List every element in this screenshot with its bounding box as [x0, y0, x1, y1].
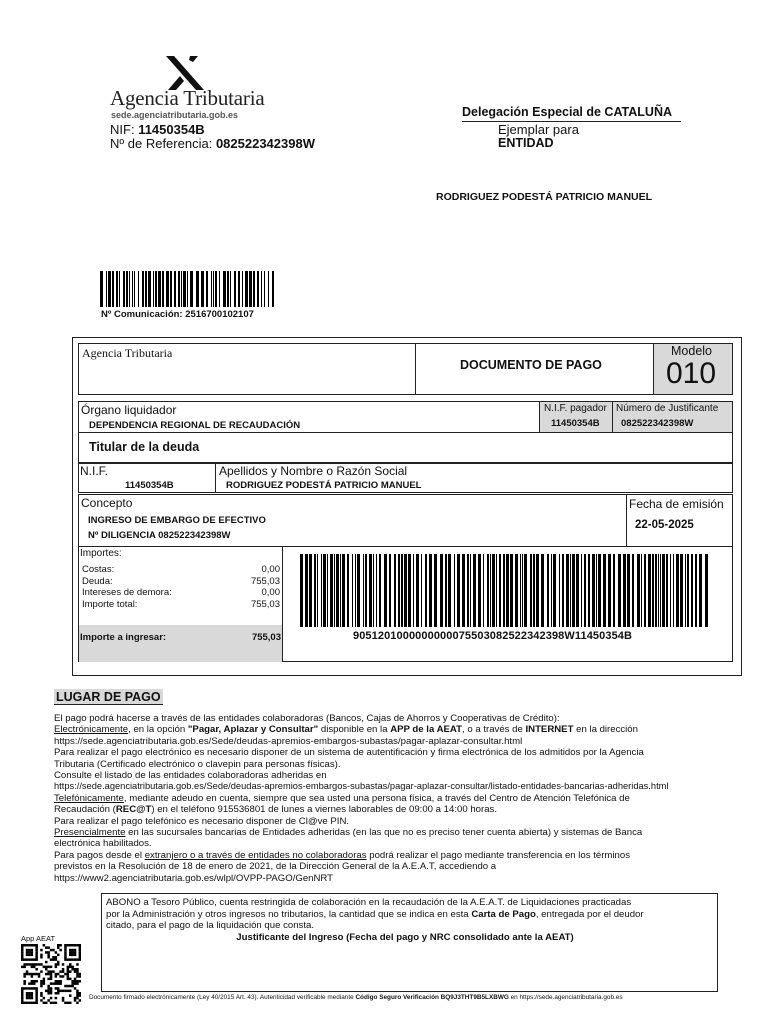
importe-row [82, 576, 280, 588]
titular-label: Titular de la deuda [89, 440, 200, 454]
lugar-p5: Tributaria (Certificado electrónico o clavepin para personas físicas). [54, 758, 341, 770]
lugar-p2 [54, 724, 744, 735]
lugar-telefonicamente: Telefónicamente [54, 792, 124, 804]
importes-label: Importes: [80, 548, 122, 559]
lugar-p2-e: , o a través de [462, 724, 526, 736]
importes-list [82, 564, 280, 610]
abono-line2 [106, 909, 704, 921]
lugar-p9-b: REC@T [115, 804, 152, 816]
lugar-p2-d: APP de la AEAT [390, 724, 462, 736]
concepto-label: Concepto [81, 496, 133, 510]
nif-value: 11450354B [138, 122, 205, 137]
firma-line [89, 994, 623, 1001]
ejemplar-value: ENTIDAD [498, 136, 554, 150]
justificante-label: Número de Justificante [616, 403, 719, 414]
lugar-p9 [54, 804, 744, 815]
apellidos-cell [215, 463, 733, 493]
lugar-extranjero: extranjero o a través de entidades no colaboradoras [144, 849, 367, 861]
lugar-p12: electrónica habilitados. [54, 838, 152, 850]
nif-value: 11450354B [125, 480, 174, 491]
lugar-p2-g: en la dirección [573, 724, 638, 736]
lugar-url-nrt: https://www2.agenciatributaria.gob.es/wlpl/OVPP-PAGO/GenNRT [54, 872, 334, 884]
fecha-value: 22-05-2025 [635, 519, 694, 531]
importe-label: Deuda: [82, 575, 113, 587]
importe-row [82, 587, 280, 599]
importe-ingresar-value: 755,03 [251, 632, 281, 643]
lugar-p9-c: ) en el teléfono 915536801 de lunes a viernes laborables de 09:00 a 14:00 horas. [151, 804, 497, 816]
abono-line2-a: por la Administración y otros ingresos no tributarios, la cantidad que se indica en esta [106, 908, 472, 920]
organo-cell [78, 401, 539, 433]
lugar-p14: previstos en la Resolución de 18 de enero de 2021, de la Dirección General de la A.E.A.T, accediendo a [54, 861, 497, 873]
qr-code-icon [21, 944, 81, 1004]
importe-label: Costas: [82, 564, 115, 575]
lugar-p13 [54, 850, 744, 861]
nif-label: NIF: [110, 122, 135, 137]
recipient-name: RODRIGUEZ PODESTÁ PATRICIO MANUEL [436, 191, 653, 203]
barcode-cell [282, 546, 733, 662]
comunicacion-number: Nº Comunicación: 2516700102107 [101, 309, 254, 320]
lugar-p13-a: Para pagos desde el [54, 849, 145, 861]
lugar-p2-b: "Pagar, Aplazar y Consultar" [187, 724, 319, 736]
lugar-title-text: LUGAR DE PAGO [56, 690, 161, 704]
lugar-title [54, 689, 163, 705]
nif-label: N.I.F. [80, 464, 109, 478]
nif-cell [78, 463, 216, 493]
nif-pagador-value: 11450354B [551, 418, 600, 429]
lugar-url-pagar: https://sede.agenciatributaria.gob.es/Sede/deudas-apremios-embargos-subastas/pagar-aplazar-consultar.html [54, 735, 523, 747]
importe-value: 755,03 [250, 598, 280, 610]
importe-label: Intereses de demora: [82, 587, 172, 598]
app-aeat-label: App AEAT [21, 934, 56, 943]
justificante-cell [612, 401, 733, 433]
payment-form [72, 337, 742, 676]
agency-name: Agencia Tributaria [82, 346, 173, 360]
lugar-presencialmente: Presencialmente [54, 827, 126, 839]
importe-label: Importe total: [82, 598, 138, 610]
importes-cell [78, 546, 283, 662]
lugar-p8 [54, 793, 744, 804]
lugar-text [54, 713, 744, 884]
importe-row [82, 564, 280, 576]
organo-value: DEPENDENCIA REGIONAL DE RECAUDACIÓN [89, 420, 301, 431]
abono-line2-c: , entregada por el deudor [535, 908, 644, 920]
logo-name: Agencia Tributaria [110, 86, 265, 110]
payment-barcode [300, 554, 710, 627]
modelo-cell [653, 343, 733, 395]
concepto-cell [78, 494, 627, 547]
importe-value: 0,00 [261, 564, 280, 575]
lugar-p13-b: podrá realizar el pago mediante transferencia en los términos [366, 849, 631, 861]
firma-csv: Código Seguro Verificación BQ9J3THT9B5LXBWG [355, 994, 509, 1001]
concepto-line2: Nº DILIGENCIA 082522342398W [88, 530, 231, 541]
lugar-p6: Consulte el listado de las entidades colaboradoras adheridas en [54, 770, 327, 782]
firma-a: Documento firmado electrónicamente (Ley 40/2015 Art. 43). Autenticidad verificable mediante [89, 994, 356, 1001]
importe-value: 0,00 [261, 587, 280, 598]
lugar-p9-a: Recaudación ( [54, 804, 116, 816]
comunicacion-barcode [100, 271, 275, 307]
lugar-p11 [54, 827, 744, 838]
logo-url: sede.agenciatributaria.gob.es [111, 110, 239, 120]
lugar-p2-a: , en la opción [128, 724, 188, 736]
apellidos-value: RODRIGUEZ PODESTÁ PATRICIO MANUEL [226, 480, 422, 491]
referencia-label: Nº de Referencia: [110, 136, 213, 151]
modelo-label: Modelo [671, 344, 712, 358]
fecha-label: Fecha de emisión [629, 497, 724, 511]
referencia-row [110, 136, 315, 151]
lugar-p2-f: INTERNET [525, 724, 574, 736]
abono-line1: ABONO a Tesoro Público, cuenta restringida de colaboración en la recaudación de la A.E.A.T. de Liquidaciones practicadas [106, 897, 632, 908]
agency-cell [78, 343, 416, 395]
concepto-line1: INGRESO DE EMBARGO DE EFECTIVO [88, 515, 266, 526]
doc-title-cell [415, 343, 654, 395]
nif-pagador-cell [539, 401, 613, 433]
titular-cell [78, 432, 733, 463]
lugar-p2-c: disponible en la [318, 724, 391, 736]
apellidos-label: Apellidos y Nombre o Razón Social [219, 464, 408, 478]
lugar-p1: El pago podrá hacerse a través de las entidades colaboradoras (Bancos, Cajas de Ahorros y Cooperativas de Crédito): [54, 713, 560, 724]
abono-line3: citado, para el pago de la liquidación que consta. [106, 920, 315, 932]
modelo-value: 010 [666, 357, 717, 390]
lugar-p8-a: , mediante adeudo en cuenta, siempre que sea usted una persona física, a través del Centro de Atención Telefónica de [123, 792, 630, 804]
doc-title: DOCUMENTO DE PAGO [460, 358, 602, 372]
importe-ingresar-row [79, 625, 283, 662]
ejemplar-label: Ejemplar para [498, 122, 579, 137]
nif-row [110, 122, 205, 137]
justificante-value: 082522342398W [621, 418, 694, 429]
firma-c: en https://sede.agenciatributaria.gob.es [508, 994, 623, 1001]
referencia-value: 082522342398W [215, 136, 315, 151]
barcode-number: 9051201000000000075503082522342398W11450354B [353, 630, 633, 642]
lugar-p11-a: en las sucursales bancarias de Entidades adheridas (en las que no es preciso tener cuenta abierta) y sistemas de Banca [125, 827, 643, 839]
importe-row [82, 599, 280, 611]
abono-text [106, 897, 704, 943]
importe-ingresar-label: Importe a ingresar: [80, 632, 167, 643]
lugar-url-listado: https://sede.agenciatributaria.gob.es/Sede/deudas-apremios-embargos-subastas/pagar-aplazar-consultar/listado-entidades-bancarias-adheridas.html [54, 781, 669, 792]
organo-label: Órgano liquidador [81, 403, 177, 417]
fecha-cell [626, 494, 733, 547]
abono-justificante: Justificante del Ingreso (Fecha del pago y NRC consolidado ante la AEAT) [236, 931, 574, 943]
nif-pagador-label: N.I.F. pagador [544, 403, 607, 414]
importe-value: 755,03 [250, 575, 280, 587]
delegacion-title: Delegación Especial de CATALUÑA [462, 105, 672, 119]
lugar-electronicamente: Electrónicamente [54, 724, 129, 736]
abono-carta: Carta de Pago [471, 908, 536, 920]
lugar-p4: Para realizar el pago electrónico es necesario disponer de un sistema de autentificación y firma electrónica de los admitidos por la Agencia [54, 747, 644, 759]
lugar-p10: Para realizar el pago telefónico es necesario disponer de Cl@ve PIN. [54, 815, 350, 827]
